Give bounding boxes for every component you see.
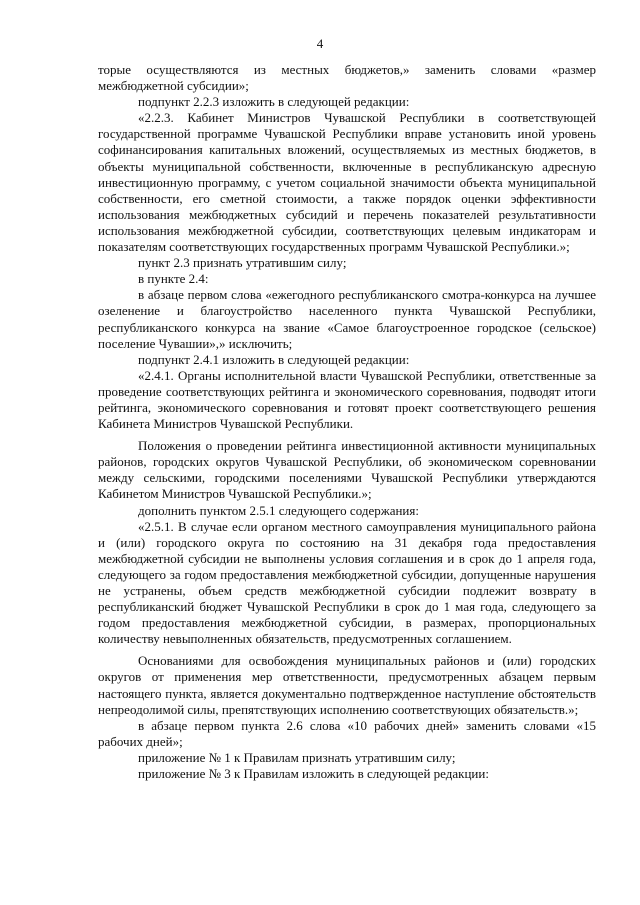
page-number: 4 [316, 36, 324, 51]
paragraph: в абзаце первом пункта 2.6 слова «10 рабочих дней» заменить словами «15 рабочих дней»; [98, 717, 596, 749]
paragraph: торые осуществляются из местных бюджетов,» заменить словами «размер межбюджетной субсидии»; [98, 62, 596, 94]
document-body [98, 62, 596, 782]
paragraph: «2.5.1. В случае если органом местного самоуправления муниципального района и (или) городского округа по состоянию на 31 декабря года предоставления межбюджетной субсидии не выполнены условия соглашения и в срок до 1 апреля года, следующего за годом предоставления межбюджетной субсидии, допущенные нарушения не устранены, объем средств межбюджетной субсидии подлежит возврату в республиканский бюджет Чувашской Республики в срок до 1 мая года, следующего за годом предоставления межбюджетной субсидии, в размерах, пропорциональных количеству невыполненных обязательств, предусмотренных соглашением. [98, 518, 596, 647]
paragraph: приложение № 1 к Правилам признать утратившим силу; [138, 749, 456, 765]
paragraph: приложение № 3 к Правилам изложить в следующей редакции: [138, 766, 489, 782]
paragraph: подпункт 2.4.1 изложить в следующей редакции: [138, 351, 410, 367]
paragraph: дополнить пунктом 2.5.1 следующего содержания: [138, 502, 419, 518]
paragraph: Основаниями для освобождения муниципальных районов и (или) городских округов от применения мер ответственности, предусмотренных абзацем первым настоящего пункта, является документально подтвержденное наступление обстоятельств непреодолимой силы, препятствующих исполнению соответствующих обязательств.»; [98, 653, 596, 717]
paragraph: пункт 2.3 признать утратившим силу; [138, 255, 347, 271]
paragraph: в пункте 2.4: [138, 271, 209, 287]
paragraph: подпункт 2.2.3 изложить в следующей редакции: [138, 94, 410, 110]
paragraph: «2.2.3. Кабинет Министров Чувашской Республики в соответствующей государственной программе Чувашской Республики вправе установить иной уровень софинансирования капитальных вложений, осуществляемых из местных бюджетов, в объекты муниципальной собственности, включенные в республиканскую адресную инвестиционную программу, с учетом социальной значимости объекта муниципальной собственности, его сметной стоимости, а также порядок оценки эффективности использования межбюджетных субсидий и перечень показателей результативности использования межбюджетной субсидии, соответствующих целевым индикаторам и показателям соответствующих государственных программ Чувашской Республики.»; [98, 110, 596, 255]
paragraph: в абзаце первом слова «ежегодного республиканского смотра-конкурса на лучшее озеленение и благоустройство населенного пункта Чувашской Республики, республиканского конкурса на звание «Самое благоустроенное городское (сельское) поселение Чувашии»,» исключить; [98, 287, 596, 351]
paragraph: «2.4.1. Органы исполнительной власти Чувашской Республики, ответственные за проведение соответствующих рейтинга и экономического соревнования, подводят итоги рейтинга, экономического соревнования и готовят проект соответствующего решения Кабинета Министров Чувашской Республики. [98, 367, 596, 432]
paragraph: Положения о проведении рейтинга инвестиционной активности муниципальных районов, городских округов Чувашской Республики, об экономическом соревновании между сельскими, городскими поселениями Чувашской Республики утверждаются Кабинетом Министров Чувашской Республики.»; [98, 438, 596, 502]
